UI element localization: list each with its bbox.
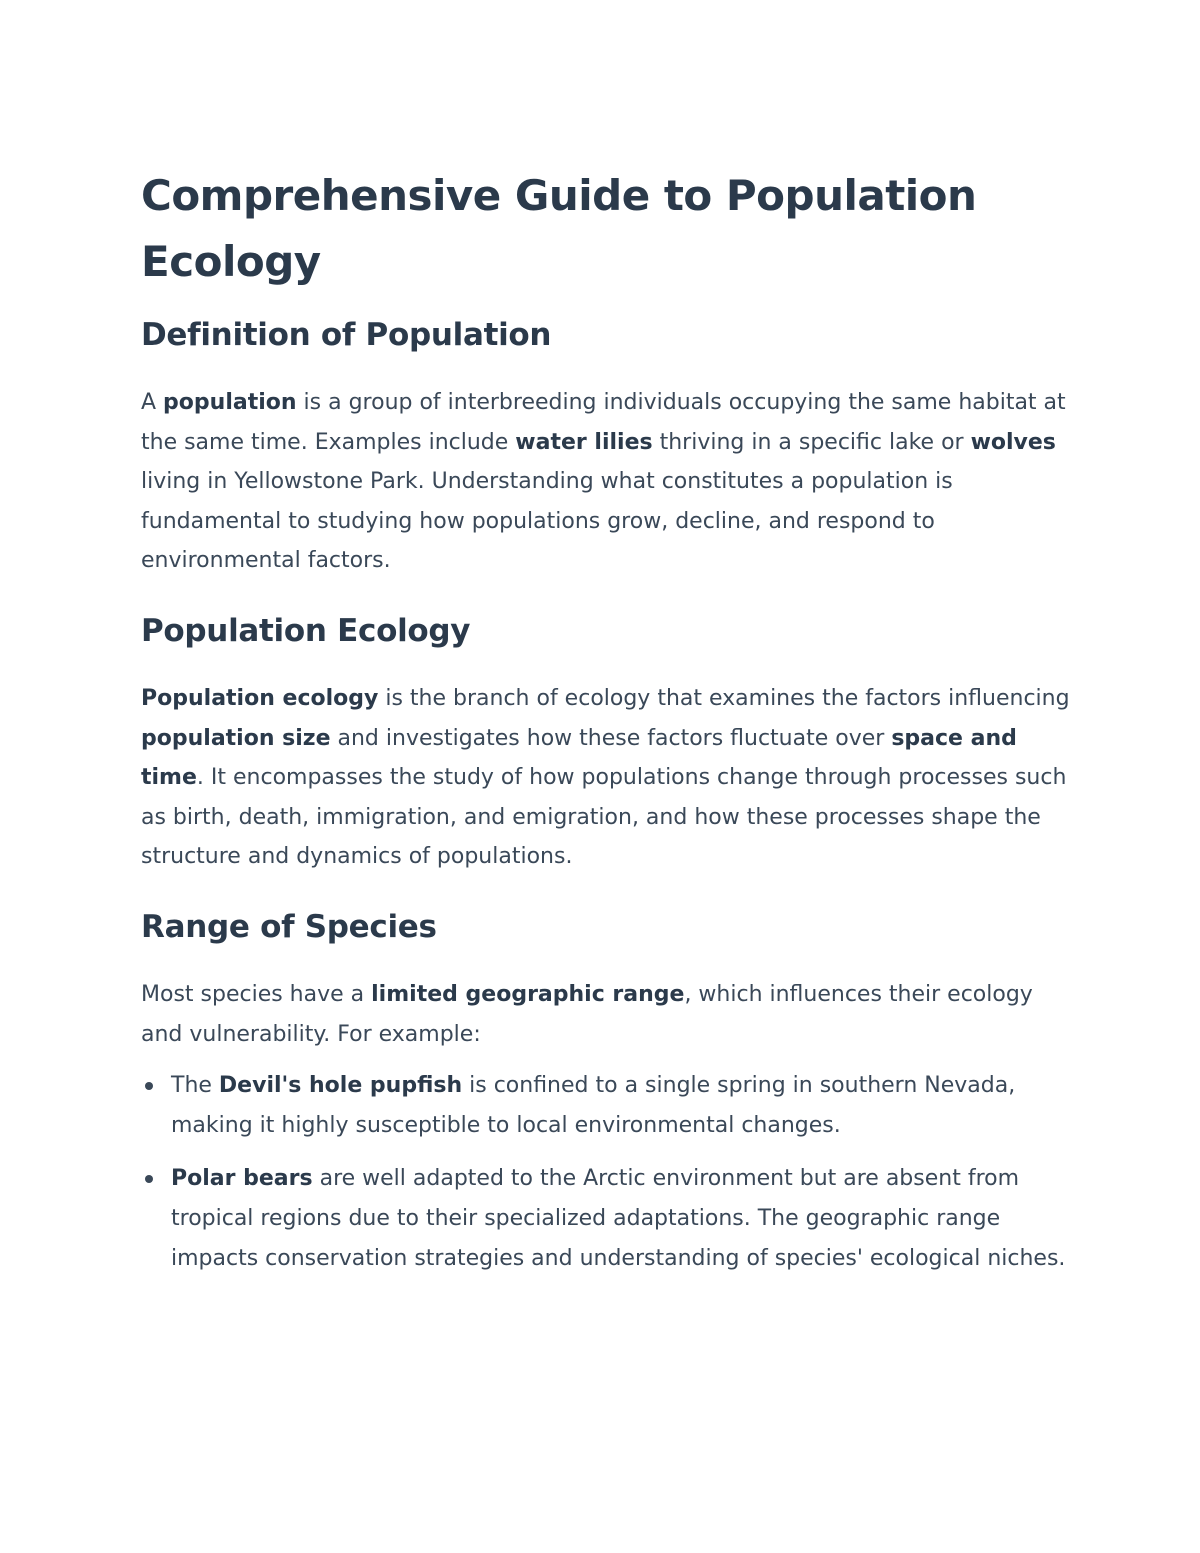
bold-term-limited-geographic-range: limited geographic range	[371, 981, 685, 1007]
bullet-icon	[145, 1082, 153, 1090]
bold-term-space-and-time: space and time	[141, 725, 1017, 791]
section-heading-population-ecology: Population Ecology	[141, 612, 471, 649]
section-heading-definition: Definition of Population	[141, 317, 552, 353]
bullet-icon	[145, 1175, 153, 1183]
text-run: A	[141, 390, 164, 415]
document-title: Comprehensive Guide to Population Ecology	[141, 171, 977, 286]
paragraph-range-of-species	[141, 975, 1071, 1054]
bold-term-water-lilies: water lilies	[515, 429, 653, 455]
text-run: Most species have a	[141, 981, 372, 1007]
document	[141, 163, 1071, 1278]
list-item	[141, 1159, 1071, 1278]
text-run: is confined to a single spring in southern Nevada, making it highly susceptible to local environmental changes.	[171, 1073, 1016, 1138]
text-run: is a group of interbreeding individuals occupying the same habitat at the same time. Examples include	[141, 390, 1066, 455]
list-item	[141, 1066, 1071, 1145]
paragraph-definition	[141, 383, 1071, 581]
bold-term-polar-bears: Polar bears	[171, 1166, 313, 1192]
text-run: are well adapted to the Arctic environment but are absent from tropical regions due to their specialized adaptations. The geographic range impacts conservation strategies and understanding of species' ecological niches.	[171, 1166, 1066, 1271]
bold-term-devils-hole-pupfish: Devil's hole pupfish	[218, 1073, 463, 1099]
text-run: thriving in a specific lake or	[652, 429, 971, 455]
bold-term-population: population	[163, 390, 297, 415]
text-run: . It encompasses the study of how populations change through processes such as birth, death, immigration, and emigration, and how these processes shape the structure and dynamics of populations.	[141, 765, 1067, 870]
bold-term-population-size: population size	[141, 725, 331, 751]
text-run: is the branch of ecology that examines the factors influencing	[378, 685, 1070, 711]
text-run: and investigates how these factors fluctuate over	[330, 725, 892, 751]
species-list	[141, 1066, 1071, 1278]
bold-term-population-ecology: Population ecology	[141, 685, 379, 711]
bold-term-wolves: wolves	[970, 429, 1056, 455]
text-run: living in Yellowstone Park. Understanding what constitutes a population is fundamental to studying how populations grow, decline, and respond to environmental factors.	[141, 469, 953, 574]
paragraph-population-ecology	[141, 679, 1071, 877]
text-run: The	[171, 1073, 219, 1099]
section-heading-range-of-species: Range of Species	[141, 908, 437, 945]
text-run: , which influences their ecology and vulnerability. For example:	[141, 981, 1033, 1047]
